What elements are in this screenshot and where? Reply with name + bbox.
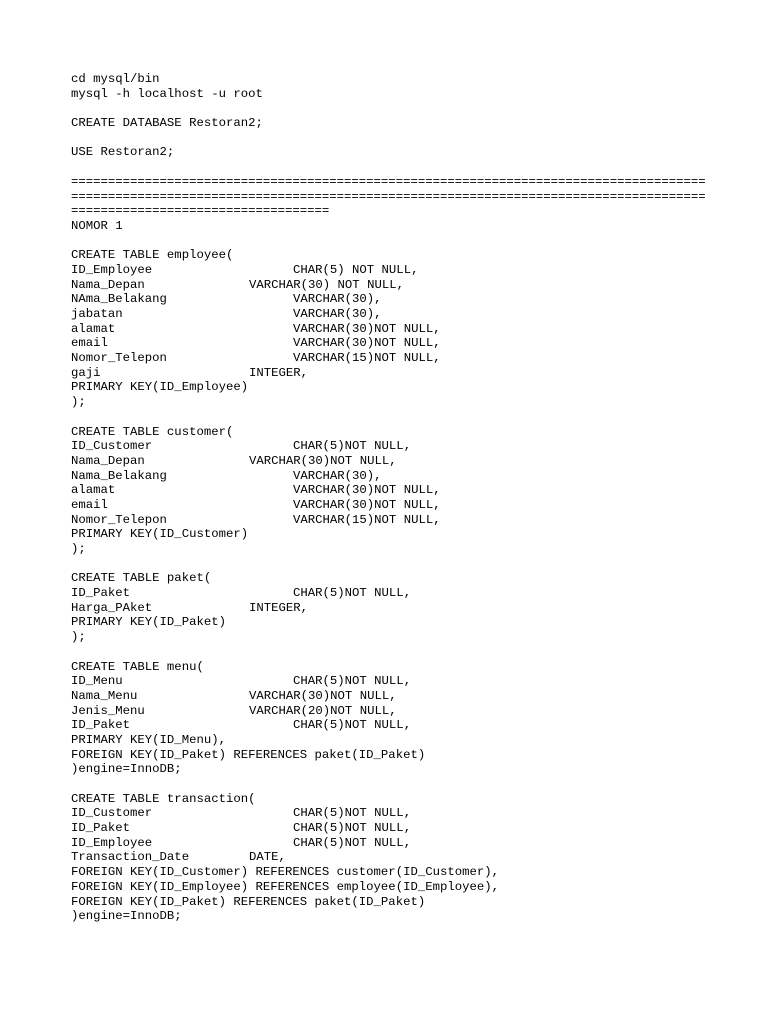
column-name: ID_Paket	[71, 586, 131, 601]
table-block-customer	[71, 425, 731, 557]
blank-line	[71, 101, 731, 116]
column-name: ID_Paket	[71, 821, 131, 836]
column-type: INTEGER,	[249, 600, 309, 615]
table-header: CREATE TABLE customer(	[71, 424, 234, 439]
column-row	[71, 586, 731, 601]
create-database-statement: CREATE DATABASE Restoran2;	[71, 116, 263, 131]
command-line: cd mysql/bin	[71, 72, 160, 86]
column-name: ID_Customer	[71, 439, 153, 454]
column-type: VARCHAR(30),	[293, 307, 382, 321]
table-header: CREATE TABLE paket(	[71, 571, 212, 586]
blank-line	[71, 557, 731, 572]
column-type: VARCHAR(30)NOT NULL,	[293, 321, 441, 336]
column-row	[71, 821, 731, 836]
blank-line	[71, 160, 731, 175]
table-header: CREATE TABLE menu(	[71, 659, 204, 674]
column-row	[71, 351, 731, 366]
statement-end: )engine=InnoDB;	[71, 762, 182, 777]
column-type: VARCHAR(30),	[293, 292, 382, 307]
column-name: Nama_Depan	[71, 453, 145, 468]
statement-end: )engine=InnoDB;	[71, 909, 182, 924]
column-type: DATE,	[249, 850, 286, 865]
column-row	[71, 439, 731, 454]
blank-line	[71, 234, 731, 249]
column-row	[71, 322, 731, 337]
column-type: CHAR(5)NOT NULL,	[293, 806, 412, 821]
column-row	[71, 850, 731, 865]
column-row	[71, 263, 731, 278]
column-type: CHAR(5)NOT NULL,	[293, 674, 412, 689]
column-type: VARCHAR(20)NOT NULL,	[249, 703, 397, 718]
column-name: Nomor_Telepon	[71, 512, 167, 527]
table-header: CREATE TABLE transaction(	[71, 791, 256, 806]
column-row	[71, 513, 731, 528]
table-block-paket	[71, 571, 731, 644]
column-type: VARCHAR(30)NOT NULL,	[293, 483, 441, 498]
statement-end: );	[71, 630, 86, 645]
table-block-menu	[71, 660, 731, 778]
column-type: VARCHAR(30),	[293, 468, 382, 483]
command-line: mysql -h localhost -u root	[71, 86, 263, 101]
constraint-line: FOREIGN KEY(ID_Employee) REFERENCES employee(ID_Employee),	[71, 879, 500, 894]
column-row	[71, 498, 731, 513]
column-name: alamat	[71, 483, 116, 498]
table-block-transaction	[71, 792, 731, 924]
blank-line	[71, 410, 731, 425]
column-name: Nama_Belakang	[71, 468, 167, 483]
blank-line	[71, 131, 731, 146]
column-type: VARCHAR(15)NOT NULL,	[293, 351, 441, 366]
constraint-line: PRIMARY KEY(ID_Paket)	[71, 615, 226, 630]
table-block-employee	[71, 248, 731, 410]
column-name: email	[71, 497, 108, 512]
column-row	[71, 718, 731, 733]
column-name: ID_Employee	[71, 262, 153, 277]
column-row	[71, 366, 731, 381]
column-row	[71, 689, 731, 704]
column-type: INTEGER,	[249, 365, 309, 380]
use-database-statement: USE Restoran2;	[71, 145, 175, 160]
column-name: Nama_Menu	[71, 688, 138, 703]
constraint-line: FOREIGN KEY(ID_Paket) REFERENCES paket(ID_Paket)	[71, 894, 426, 909]
statement-end: );	[71, 395, 86, 410]
column-row	[71, 454, 731, 469]
constraint-line: PRIMARY KEY(ID_Employee)	[71, 380, 249, 395]
column-name: jabatan	[71, 307, 123, 321]
column-row	[71, 292, 731, 307]
constraint-line: FOREIGN KEY(ID_Customer) REFERENCES customer(ID_Customer),	[71, 865, 500, 880]
blank-line	[71, 645, 731, 660]
column-name: alamat	[71, 321, 116, 336]
document-page	[71, 72, 731, 924]
column-name: ID_Menu	[71, 674, 123, 689]
column-name: gaji	[71, 365, 101, 380]
separator-line: ===================================	[71, 204, 330, 219]
separator-line: ======================================================================================	[71, 189, 706, 204]
blank-line	[71, 777, 731, 792]
column-row	[71, 483, 731, 498]
column-type: VARCHAR(30)NOT NULL,	[249, 453, 397, 468]
column-name: Harga_PAket	[71, 600, 153, 615]
column-name: Nomor_Telepon	[71, 351, 167, 366]
column-row	[71, 336, 731, 351]
column-name: email	[71, 336, 108, 351]
column-row	[71, 704, 731, 719]
column-type: VARCHAR(30) NOT NULL,	[249, 277, 404, 292]
column-type: CHAR(5) NOT NULL,	[293, 262, 419, 277]
column-name: ID_Employee	[71, 835, 153, 850]
column-type: VARCHAR(30)NOT NULL,	[249, 688, 397, 703]
table-header: CREATE TABLE employee(	[71, 248, 234, 263]
column-row	[71, 601, 731, 616]
column-type: VARCHAR(30)NOT NULL,	[293, 497, 441, 512]
section-title: NOMOR 1	[71, 218, 123, 233]
constraint-line: PRIMARY KEY(ID_Menu),	[71, 732, 226, 747]
constraint-line: FOREIGN KEY(ID_Paket) REFERENCES paket(ID_Paket)	[71, 747, 426, 762]
column-row	[71, 469, 731, 484]
column-type: CHAR(5)NOT NULL,	[293, 439, 412, 454]
column-type: VARCHAR(15)NOT NULL,	[293, 512, 441, 527]
column-name: Nama_Depan	[71, 277, 145, 292]
column-name: ID_Customer	[71, 806, 153, 821]
column-type: CHAR(5)NOT NULL,	[293, 835, 412, 850]
column-row	[71, 836, 731, 851]
column-type: CHAR(5)NOT NULL,	[293, 821, 412, 836]
column-name: Jenis_Menu	[71, 703, 145, 718]
column-type: VARCHAR(30)NOT NULL,	[293, 336, 441, 351]
statement-end: );	[71, 542, 86, 556]
column-row	[71, 278, 731, 293]
column-row	[71, 806, 731, 821]
separator-line: ======================================================================================	[71, 174, 706, 189]
column-type: CHAR(5)NOT NULL,	[293, 718, 412, 733]
column-row	[71, 674, 731, 689]
column-name: NAma_Belakang	[71, 292, 167, 307]
column-type: CHAR(5)NOT NULL,	[293, 586, 412, 601]
constraint-line: PRIMARY KEY(ID_Customer)	[71, 527, 249, 542]
column-name: ID_Paket	[71, 718, 131, 733]
column-row	[71, 307, 731, 322]
column-name: Transaction_Date	[71, 850, 190, 865]
